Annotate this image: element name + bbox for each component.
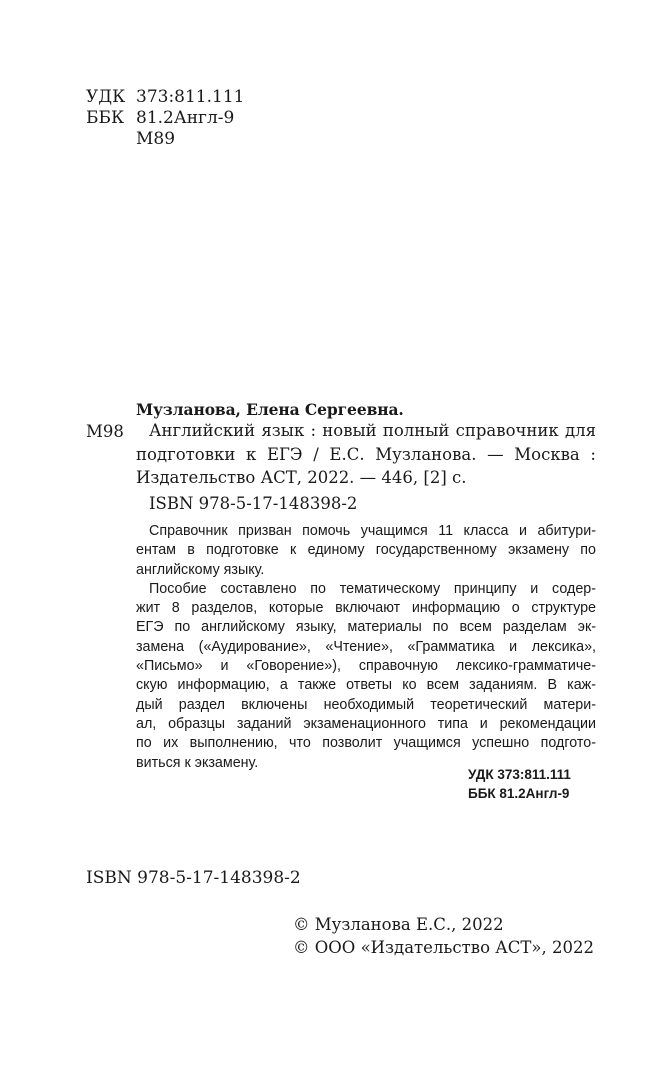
annotation-line: Пособие составлено по тематическому принципу и содер-: [149, 580, 596, 597]
annotation-line: жит 8 разделов, которые включают информацию о структуре: [136, 600, 596, 617]
annotation-line: английскому языку.: [136, 561, 265, 578]
copyright-author: © Музланова Е.С., 2022: [293, 915, 504, 934]
annotation-bbk: ББК 81.2Англ-9: [468, 786, 570, 801]
annotation-line: ал, образцы заданий экзаменационного типа и рекомендации: [136, 715, 596, 732]
biblio-line: Издательство АСТ, 2022. — 446, [2] с.: [136, 468, 467, 487]
annotation-udk: УДК 373:811.111: [468, 767, 571, 782]
udk-row: [86, 86, 244, 108]
author-mark: М89: [136, 129, 176, 149]
bbk-row: [86, 107, 234, 129]
bbk-value: 81.2Англ-9: [136, 108, 235, 128]
annotation-line: скую информацию, а также ответы ко всем заданиям. В каж-: [136, 677, 596, 694]
annotation-line: Справочник призван помочь учащимся 11 класса и абитури-: [149, 523, 596, 539]
annotation-line: по их выполнению, что позволит учащимся успешно подгото-: [136, 735, 596, 752]
copyright-publisher: © ООО «Издательство АСТ», 2022: [293, 938, 594, 957]
annotation-line: ЕГЭ по английскому языку, материалы по всем разделам эк-: [136, 619, 596, 636]
author-heading: Музланова, Елена Сергеевна.: [136, 400, 404, 419]
annotation-line: дый раздел включены необходимый теоретический матери-: [136, 696, 596, 713]
biblio-line: Английский язык : новый полный справочник для: [149, 421, 596, 440]
bottom-isbn: ISBN 978-5-17-148398-2: [86, 868, 301, 888]
udk-value: 373:811.111: [136, 87, 245, 107]
annotation-line: виться к экзамену.: [136, 754, 259, 771]
biblio-line: подготовки к ЕГЭ / Е.С. Музланова. — Москва :: [136, 444, 596, 464]
annotation: [136, 522, 596, 773]
record-isbn: ISBN 978-5-17-148398-2: [149, 494, 358, 513]
udk-label: УДК: [86, 87, 126, 107]
bbk-label: ББК: [86, 108, 125, 128]
cutter-mark: М98: [86, 422, 124, 441]
annotation-line: ентам в подготовке к единому государственному экзамену по: [136, 542, 596, 559]
annotation-line: замена («Аудирование», «Чтение», «Грамматика и лексика»,: [136, 638, 596, 655]
bibliographic-description: [136, 419, 596, 490]
annotation-line: «Письмо» и «Говорение»), справочную лексико-грамматиче-: [136, 658, 596, 675]
